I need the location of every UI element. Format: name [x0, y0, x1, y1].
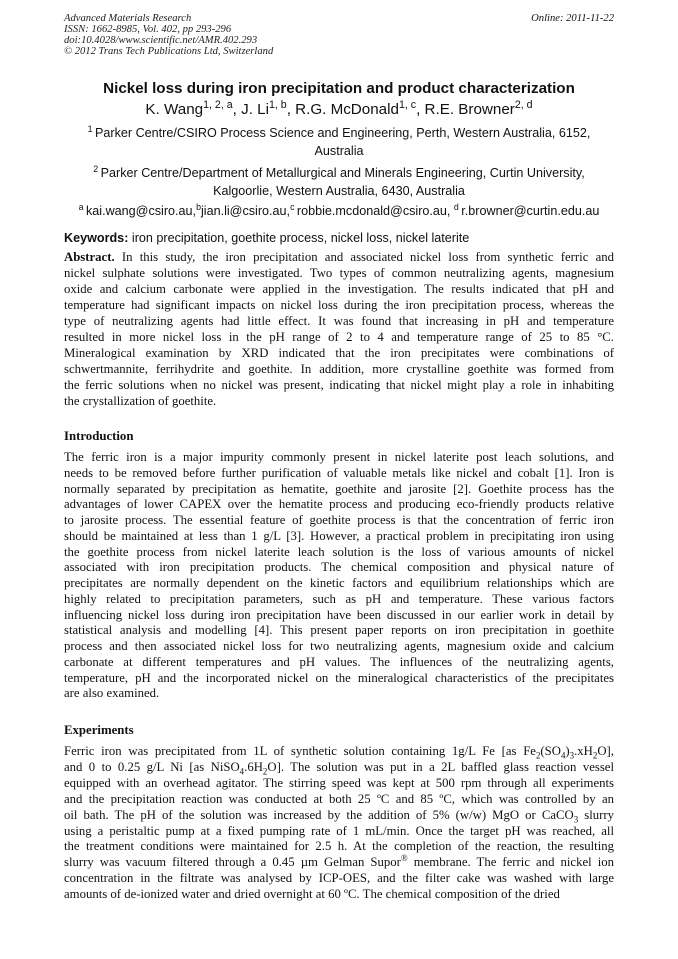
- text-line: [64, 639, 614, 655]
- text-line: [64, 297, 614, 313]
- text-segment: normally separated by precipitation as hematite, goethite and jarosite [2]. Goethite process has the: [64, 481, 614, 496]
- text-line: [64, 776, 614, 792]
- text-line: [64, 792, 614, 808]
- text-segment: ): [565, 744, 570, 758]
- text-segment: the goethite process from nickel laterite leach solution is the loss of various amounts of nickel: [64, 544, 614, 559]
- text-segment: highly related to precipitation parameters, such as pH and temperature. These various factors: [64, 591, 614, 606]
- text-line: [64, 592, 614, 608]
- text-segment: , R.G. McDonald: [286, 101, 399, 118]
- text-segment: kai.wang@csiro.au,: [85, 204, 197, 218]
- text-line: [64, 281, 614, 297]
- affiliation-2: [64, 164, 614, 200]
- text-segment: temperature, pH and the incorporated nickel on the mineralogical characteristics of the precipitates: [64, 670, 614, 685]
- text-line: [64, 871, 614, 887]
- text-segment: statistical analysis and modelling [4]. This present paper reports on iron precipitation in goethite: [64, 623, 614, 638]
- text-line: [64, 760, 614, 776]
- copyright: © 2012 Trans Tech Publications Ltd, Switzerland: [64, 46, 274, 57]
- authors: [64, 98, 614, 119]
- text-segment: and 0 to 0.25 g/L Ni [as NiSO: [64, 759, 240, 774]
- text-segment: equipped with an overhead agitator. The stirring speed was kept at 500 rpm through all experiments: [64, 775, 614, 790]
- text-segment: Ferric iron was precipitated from 1L of synthetic solution containing 1g/L Fe [as Fe: [64, 744, 536, 758]
- text-line: [64, 608, 614, 624]
- author-emails: [64, 202, 614, 220]
- text-segment: 2: [592, 750, 598, 761]
- text-segment: 1, 2, a: [203, 98, 233, 111]
- text-segment: The ferric iron is a major impurity commonly present in nickel laterite post leach solutions, and: [64, 450, 614, 464]
- text-line: [64, 529, 614, 545]
- text-segment: advantages of lower CAPEX over the hematite process and producing eco-friendly products relative: [64, 497, 614, 512]
- text-segment: (SO: [540, 744, 561, 758]
- text-segment: needs to be removed before further purification of valuable metals like nickel and cobalt [1]. Iron is: [64, 465, 614, 480]
- text-segment: to jarosite process. The essential feature of goethite process is that the concentration of ferric iron: [64, 513, 614, 527]
- text-segment: 3: [573, 814, 579, 825]
- text-segment: .6H: [244, 759, 263, 774]
- text-segment: Parker Centre/CSIRO Process Science and Engineering, Perth, Western Australia, 6152,: [94, 126, 591, 140]
- text-segment: K. Wang: [145, 101, 204, 118]
- text-line: [64, 393, 614, 409]
- abstract: [64, 249, 614, 409]
- keywords: [64, 230, 614, 246]
- experiments-body: [64, 744, 614, 903]
- text-segment: 4: [560, 750, 566, 761]
- text-line: [64, 313, 614, 329]
- text-segment: ®: [400, 853, 408, 864]
- text-line: [64, 855, 614, 871]
- text-line: [64, 560, 614, 576]
- text-segment: 2, d: [514, 98, 533, 111]
- text-line: [64, 482, 614, 498]
- text-segment: Mineralogical examination by XRD indicated that the iron precipitates were combinations of: [64, 346, 614, 360]
- text-line: [64, 808, 614, 824]
- text-line: [64, 466, 614, 482]
- text-segment: r.browner@curtin.edu.au: [461, 204, 600, 218]
- text-line: [64, 329, 614, 345]
- text-segment: should be maintained at less than 1 g/L [3]. However, a practical problem in precipitating iron using: [64, 528, 614, 543]
- text-segment: are also examined.: [64, 686, 160, 701]
- text-line: [64, 545, 614, 561]
- text-segment: the ferric solutions when no nickel was present, indicating that nickel might play a role in inhabiting: [64, 378, 614, 392]
- text-segment: Australia: [314, 144, 364, 158]
- text-line: [64, 576, 614, 592]
- text-line: [64, 655, 614, 671]
- text-segment: 3: [569, 750, 575, 761]
- paper-title: Nickel loss during iron precipitation and product characterization: [103, 80, 575, 97]
- text-segment: and the precipitation reaction was conducted at both 25 ºC and 85 ºC, which was controlled by an: [64, 791, 614, 806]
- text-segment: robbie.mcdonald@csiro.au,: [296, 204, 454, 218]
- text-segment: the treatment conditions were maintained for 2.5 h. At the completion of the reaction, the resulting: [64, 839, 614, 854]
- text-segment: slurry: [578, 807, 614, 822]
- text-segment: concentration in the filtrate was analysed by ICP-OES, and the filter cake was washed with large: [64, 871, 614, 886]
- text-segment: 2: [93, 163, 101, 174]
- text-line: [64, 887, 614, 903]
- text-line: [64, 686, 614, 702]
- text-line: [64, 124, 614, 142]
- text-line: [64, 345, 614, 361]
- text-line: [64, 361, 614, 377]
- text-segment: .xH: [574, 744, 593, 758]
- text-segment: influencing nickel loss during iron precipitation have been discussed in our earlier work in detail by: [64, 607, 614, 622]
- text-segment: using a peristaltic pump at a fixed pumping rate of 1 mL/min. Once the target pH was reached, all: [64, 823, 614, 838]
- text-segment: Keywords:: [64, 231, 132, 245]
- text-line: [64, 377, 614, 393]
- introduction-body: [64, 450, 614, 702]
- text-segment: membrane. The ferric and nickel ion: [407, 855, 614, 870]
- online-date: Online: 2011-11-22: [531, 13, 614, 24]
- text-segment: temperature had significant impacts on nickel loss during the iron precipitation process, whereas the: [64, 298, 614, 312]
- text-segment: , R.E. Browner: [416, 101, 515, 118]
- text-segment: , J. Li: [232, 101, 269, 118]
- text-segment: iron precipitation, goethite process, nickel loss, nickel laterite: [131, 231, 470, 245]
- doi: doi:10.4028/www.scientific.net/AMR.402.293: [64, 35, 258, 46]
- text-segment: 4: [239, 766, 245, 777]
- text-segment: the crystallization of goethite.: [64, 394, 217, 408]
- text-line: [64, 164, 614, 182]
- text-segment: Parker Centre/Department of Metallurgical and Minerals Engineering, Curtin University,: [100, 166, 585, 180]
- text-segment: 1, b: [268, 98, 287, 111]
- text-segment: oxide and calcium carbonate were applied in the investigation. The results indicated that pH and: [64, 282, 614, 296]
- text-line: [64, 824, 614, 840]
- text-segment: 1, c: [398, 98, 417, 111]
- text-line: [64, 98, 614, 119]
- text-segment: associated with iron precipitation products. The chemical composition and physical nature of: [64, 560, 614, 575]
- text-segment: oil bath. The pH of the solution was increased by the addition of 5% (w/w) MgO or CaCO: [64, 807, 574, 822]
- text-line: [64, 249, 614, 265]
- text-segment: O],: [597, 744, 614, 758]
- text-segment: carbonate at different temperatures and pH values. The influences of the neutralizing agents,: [64, 654, 614, 669]
- text-segment: 2: [262, 766, 268, 777]
- text-line: [64, 744, 614, 760]
- text-segment: type of neutralizing agents had little effect. It was found that increasing in pH and temperature: [64, 314, 614, 328]
- introduction-heading: Introduction: [64, 429, 134, 443]
- text-segment: schwertmannite, ferrihydrite and goethite. In addition, more crystalline goethite was formed from: [64, 362, 614, 376]
- text-segment: In this study, the iron precipitation and associated nickel loss from synthetic ferric and: [114, 250, 614, 264]
- text-segment: precipitates are normally dependent on the kinetic factors and equilibrium relationships which are: [64, 576, 614, 590]
- text-line: [64, 839, 614, 855]
- text-line: [64, 202, 614, 220]
- text-segment: 1: [87, 123, 95, 134]
- text-segment: jian.li@csiro.au,: [200, 204, 291, 218]
- text-line: [64, 265, 614, 281]
- text-segment: a: [78, 201, 86, 212]
- text-line: [64, 513, 614, 529]
- text-line: [64, 142, 614, 160]
- text-line: [64, 182, 614, 200]
- affiliation-1: [64, 124, 614, 160]
- text-line: [64, 450, 614, 466]
- text-segment: O]. The solution was put in a 2L baffled glass reaction vessel: [267, 759, 614, 774]
- text-segment: b: [196, 201, 201, 212]
- text-segment: resulted in more nickel loss in the pH range of 2 to 4 and temperature range of 25 to 85 °C.: [64, 330, 614, 344]
- text-line: [64, 623, 614, 639]
- text-segment: process and then associated nickel loss for two neutralizing agents, magnesium oxide and calcium: [64, 639, 614, 653]
- text-segment: c: [290, 201, 297, 212]
- issn: ISSN: 1662-8985, Vol. 402, pp 293-296: [64, 24, 232, 35]
- text-segment: nickel sulphate solutions were investigated. Two types of common neutralizing agents, magnesium: [64, 266, 614, 280]
- text-line: [64, 671, 614, 687]
- text-segment: 2: [535, 750, 541, 761]
- text-segment: slurry was vacuum filtered through a 0.45 µm Gelman Supor: [64, 855, 401, 870]
- text-line: [64, 230, 614, 246]
- text-segment: amounts of de-ionized water and dried overnight at 60 ºC. The chemical composition of the dried: [64, 887, 560, 902]
- experiments-heading: Experiments: [64, 723, 134, 737]
- text-segment: Kalgoorlie, Western Australia, 6430, Australia: [213, 184, 465, 198]
- text-segment: d: [453, 201, 462, 212]
- text-line: [64, 497, 614, 513]
- journal-name: Advanced Materials Research: [64, 13, 192, 24]
- text-segment: Abstract.: [64, 250, 115, 264]
